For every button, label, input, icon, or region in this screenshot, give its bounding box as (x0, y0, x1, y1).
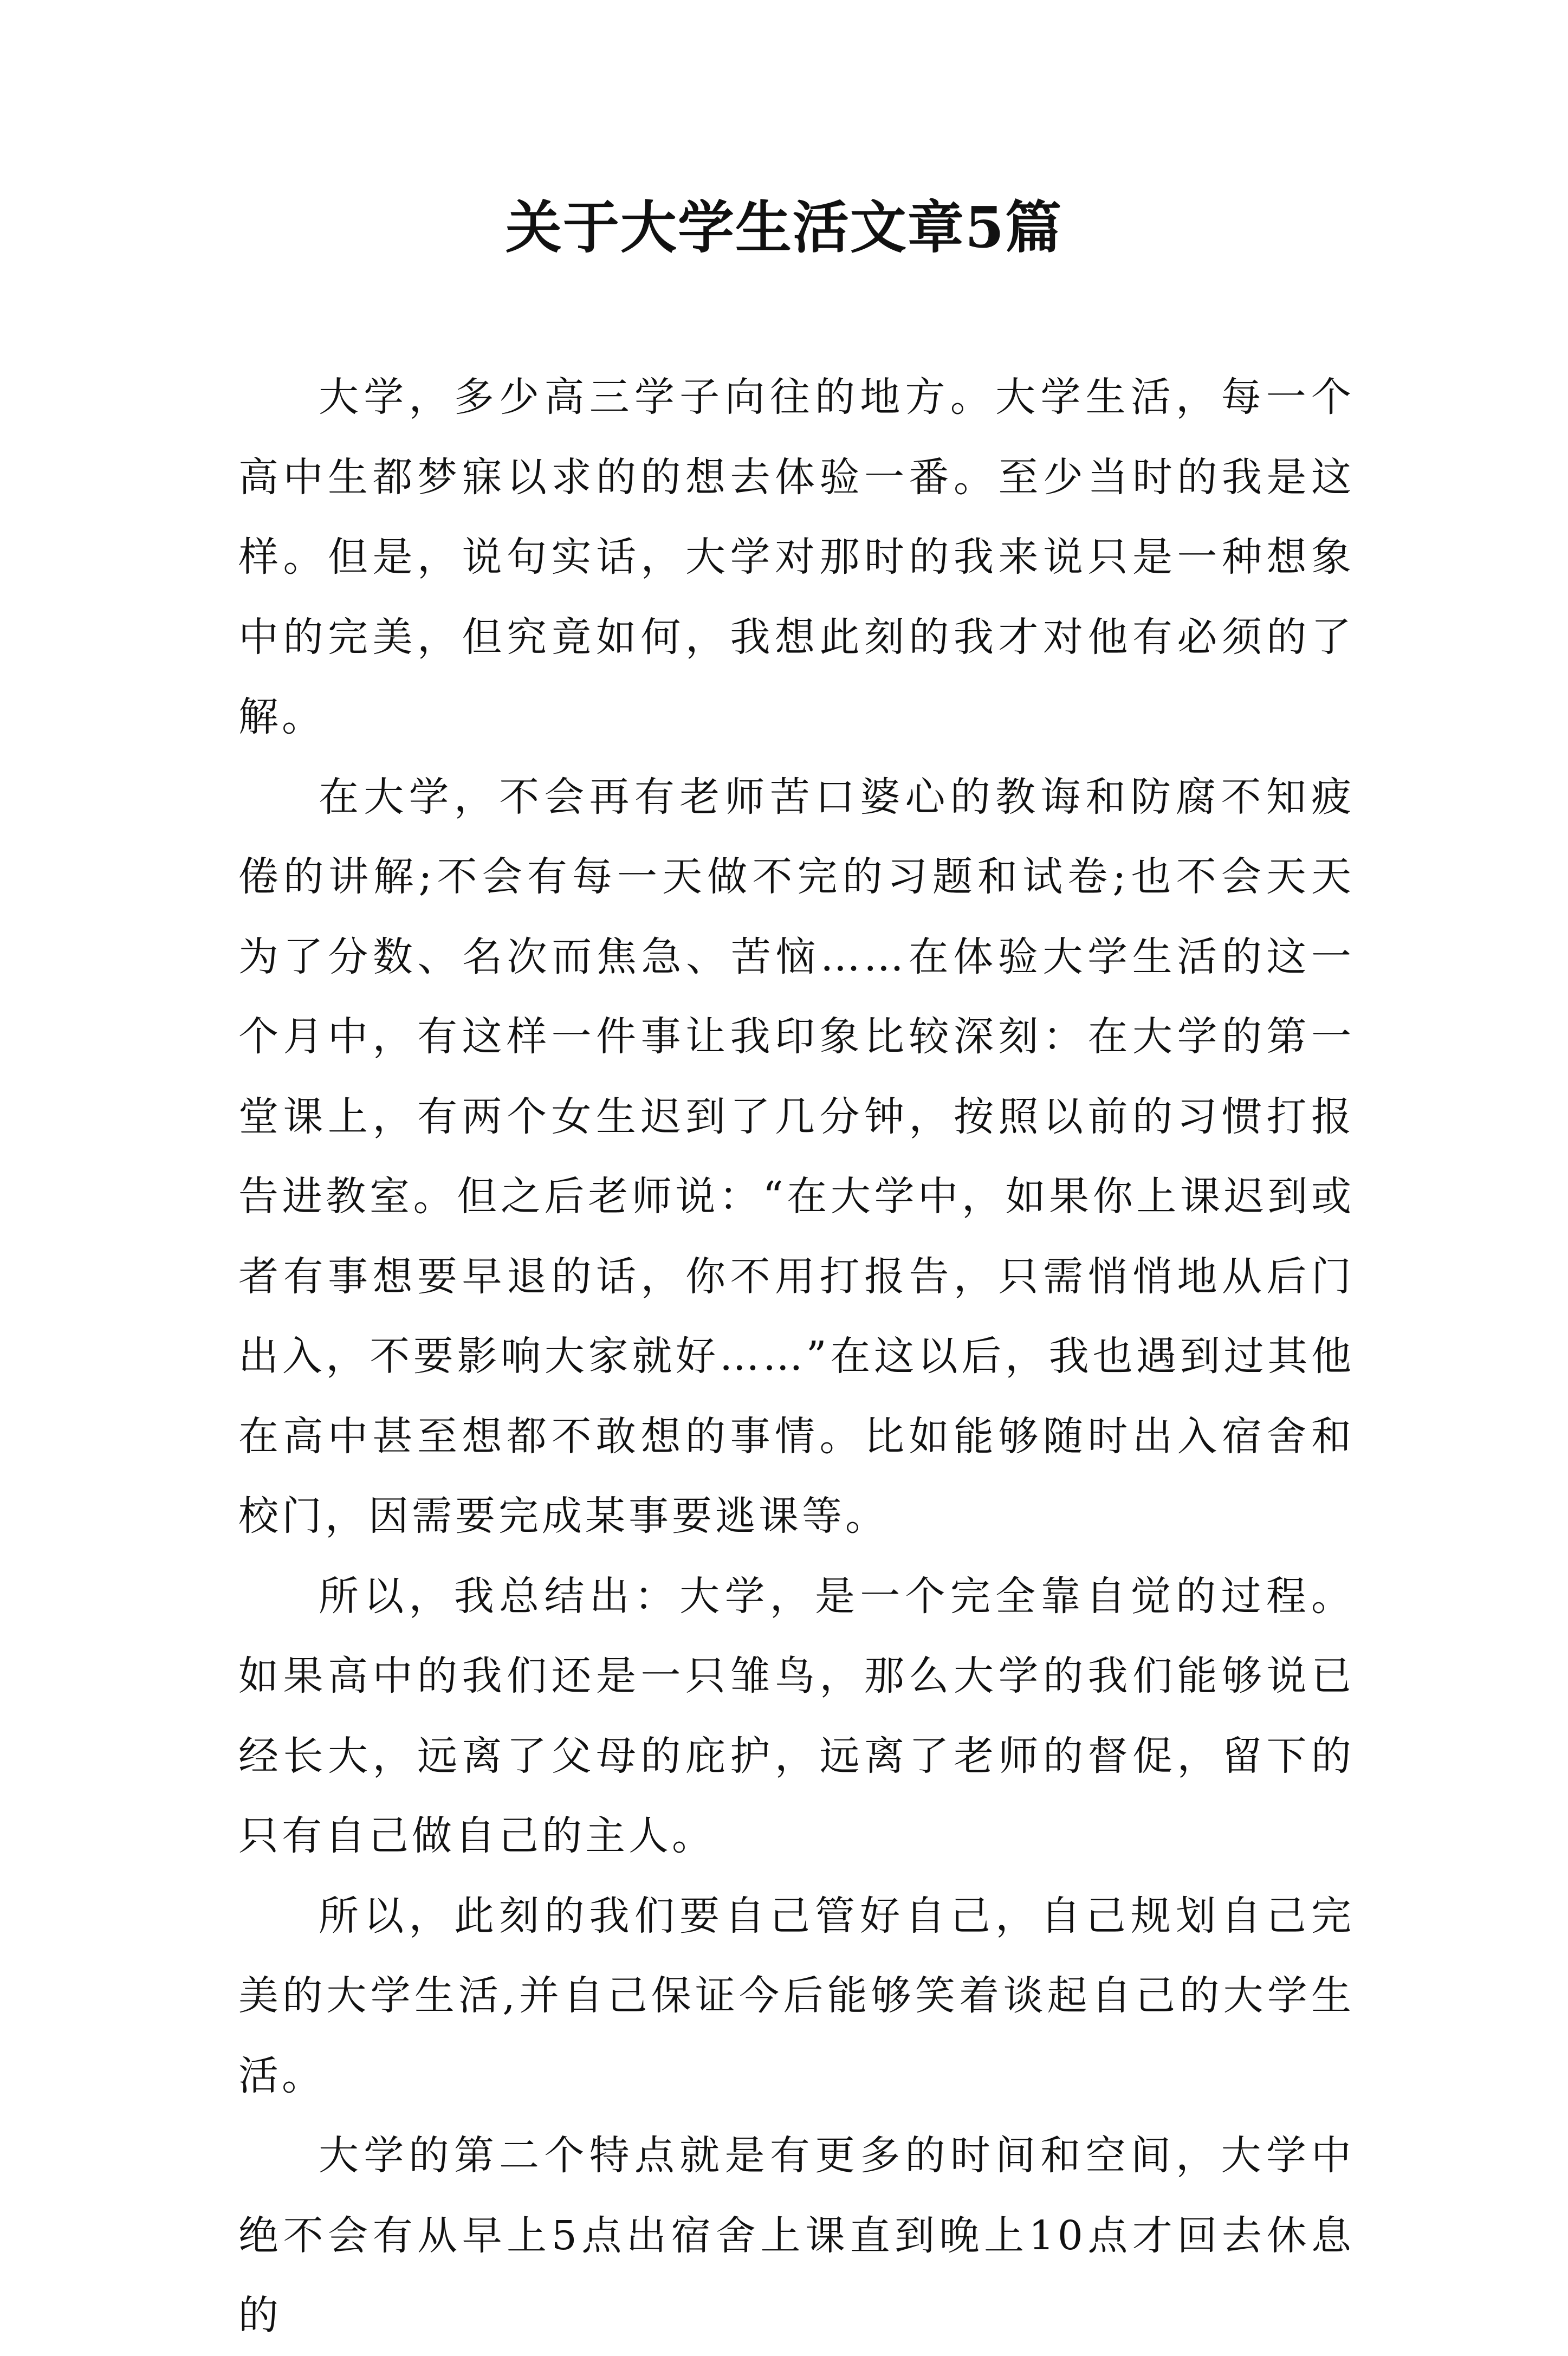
paragraph-2: 在大学，不会再有老师苦口婆心的教诲和防腐不知疲倦的讲解;不会有每一天做不完的习题和试卷;也不会天天为了分数、名次而焦急、苦恼……在体验大学生活的这一个月中，有这样一件事让我印象比较深刻：在大学的第一堂课上，有两个女生迟到了几分钟，按照以前的习惯打报告进教室。但之后老师说：“在大学中，如果你上课迟到或者有事想要早退的话，你不用打报告，只需悄悄地从后门出入，不要影响大家就好……”在这以后，我也遇到过其他在高中甚至想都不敢想的事情。比如能够随时出入宿舍和校门，因需要完成某事要逃课等。 (238, 773, 1355, 1539)
paragraph-1: 大学，多少高三学子向往的地方。大学生活，每一个高中生都梦寐以求的的想去体验一番。至少当时的我是这样。但是，说句实话，大学对那时的我来说只是一种想象中的完美，但究竟如何，我想此刻的我才对他有必须的了解。 (238, 374, 1355, 740)
paragraph-3: 所以，我总结出：大学，是一个完全靠自觉的过程。如果高中的我们还是一只雏鸟，那么大学的我们能够说已经长大，远离了父母的庇护，远离了老师的督促，留下的只有自己做自己的主人。 (238, 1572, 1355, 1859)
document-title: 关于大学生活文章5篇 (505, 194, 1063, 261)
document-body (238, 358, 1355, 2356)
paragraph-4: 所以，此刻的我们要自己管好自己，自己规划自己完美的大学生活,并自己保证今后能够笑着谈起自己的大学生活。 (238, 1892, 1355, 2099)
paragraph-5: 大学的第二个特点就是有更多的时间和空间，大学中绝不会有从早上5点出宿舍上课直到晚上10点才回去休息的 (238, 2132, 1355, 2339)
